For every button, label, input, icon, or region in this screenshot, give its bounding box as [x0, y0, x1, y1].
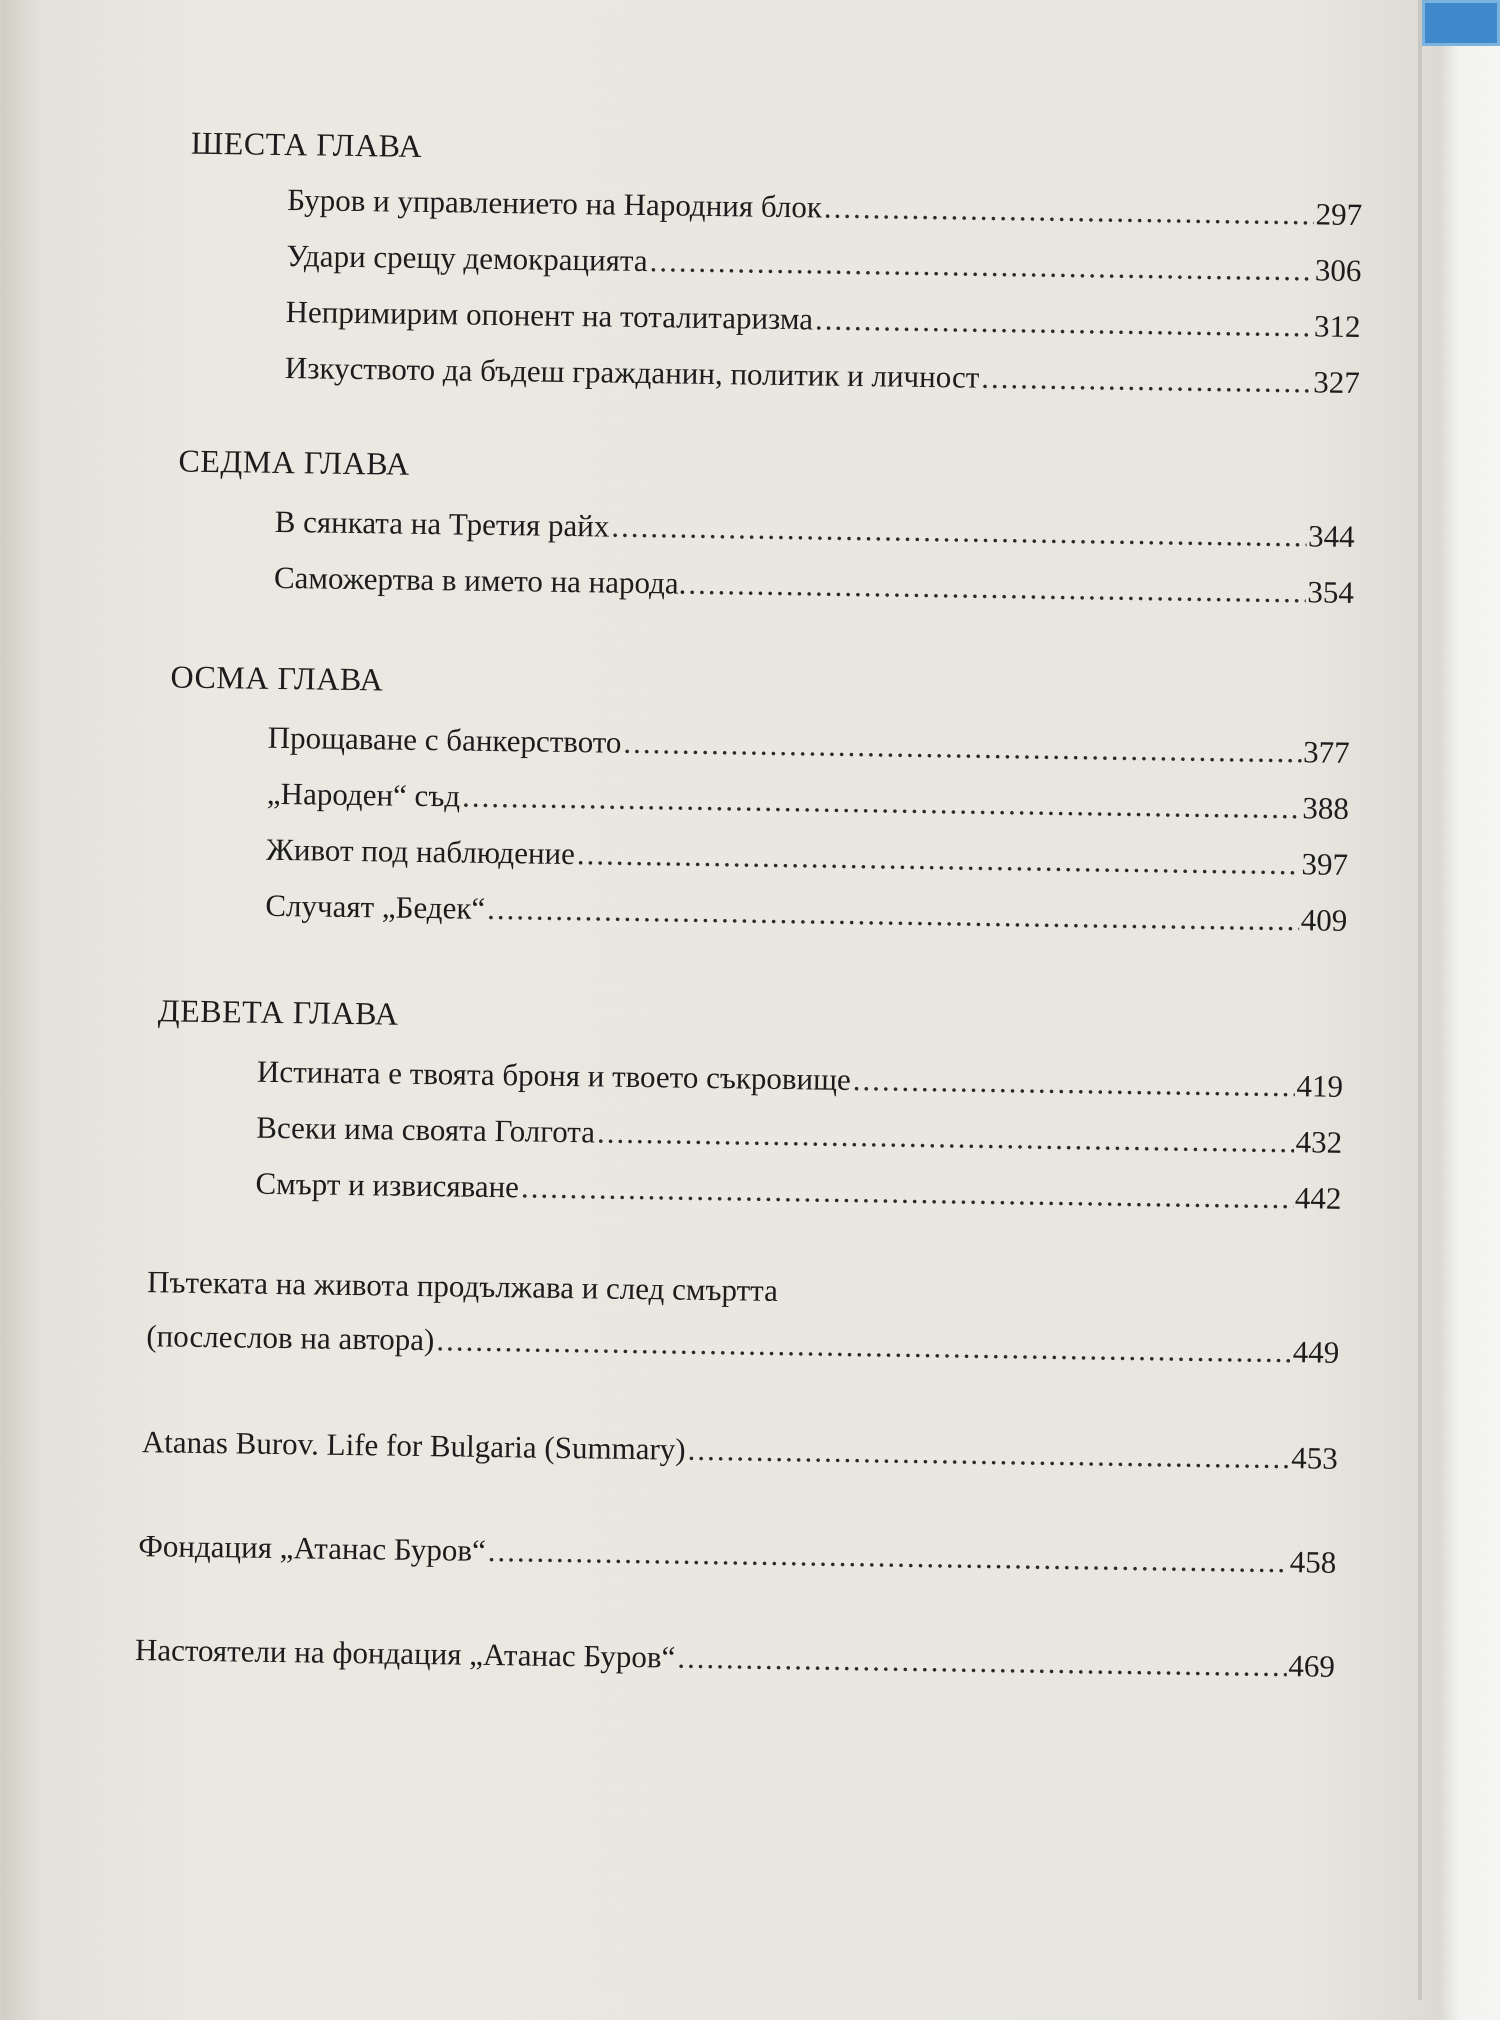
chapter-title: ШЕСТА ГЛАВА — [190, 124, 423, 164]
toc-entry — [267, 776, 1349, 827]
chapter-title: ДЕВЕТА ГЛАВА — [157, 992, 399, 1032]
leader-dots — [688, 566, 1305, 611]
entry-title: Истината е твоята броня и твоето съкровище — [256, 1053, 852, 1097]
entry-title: „Народен“ съд — [266, 775, 461, 814]
entry-page: 419 — [1296, 1068, 1344, 1104]
entry-page: 432 — [1295, 1124, 1343, 1160]
entry-title: Живот под наблюдение — [265, 831, 576, 872]
entry-title: Удари срещу демокрацията — [286, 238, 648, 279]
leader-dots — [815, 301, 1313, 344]
leader-dots — [488, 1533, 1289, 1580]
entry-page: 458 — [1289, 1544, 1337, 1580]
toc-entry — [142, 1424, 1338, 1477]
leader-dots — [687, 1432, 1289, 1476]
entry-page: 388 — [1302, 790, 1350, 826]
entry-title: (послеслов на автора) — [146, 1318, 435, 1358]
toc-entry — [274, 504, 1354, 555]
entry-page: 442 — [1294, 1180, 1342, 1216]
entry-title: Atanas Burov. Life for Bulgaria (Summary) — [141, 1424, 686, 1467]
entry-page: 449 — [1292, 1334, 1340, 1370]
entry-title: Саможертва в името на народа. — [273, 559, 687, 601]
entry-page: 297 — [1315, 196, 1363, 233]
entry-title: Фондация „Атанас Буров“ — [138, 1528, 487, 1568]
entry-page: 306 — [1314, 252, 1362, 289]
leader-dots — [521, 1169, 1293, 1216]
entry-page: 354 — [1307, 574, 1355, 610]
toc-entry — [287, 182, 1362, 233]
toc-entry — [265, 888, 1347, 939]
entry-page: 312 — [1313, 308, 1361, 345]
entry-page: 377 — [1302, 734, 1350, 770]
toc-entry — [138, 1528, 1336, 1581]
toc-entry — [267, 720, 1349, 771]
toc-entry — [135, 1632, 1335, 1685]
entry-title: Буров и управлението на Народния блок — [286, 182, 823, 225]
entry-title: Случаят „Бедек“ — [265, 887, 486, 926]
entry-title: Непримирим опонент на тоталитаризма — [285, 294, 814, 337]
entry-title: Прощаване с банкерството — [267, 719, 622, 760]
leader-dots — [824, 190, 1314, 233]
toc-entry — [146, 1318, 1339, 1371]
entry-page: 327 — [1313, 364, 1361, 401]
page-edge — [1418, 0, 1422, 2000]
toc-entry — [274, 560, 1354, 611]
leader-dots — [677, 1640, 1287, 1685]
leader-dots — [462, 779, 1301, 827]
entry-page: 409 — [1300, 902, 1348, 938]
entry-title: Смърт и извисяване — [255, 1165, 520, 1205]
entry-page: 453 — [1291, 1440, 1339, 1476]
chapter-title: ОСМА ГЛАВА — [170, 658, 384, 698]
toc-entry — [257, 1054, 1343, 1105]
leader-dots — [981, 360, 1311, 401]
toc-entry — [255, 1166, 1341, 1217]
leader-dots — [577, 836, 1300, 882]
entry-title: В сянката на Третия райх — [274, 503, 610, 544]
entry-page: 344 — [1307, 518, 1355, 554]
leader-dots — [436, 1322, 1291, 1370]
leader-dots — [487, 891, 1299, 938]
toc-entry — [285, 350, 1360, 401]
leader-dots — [623, 725, 1301, 770]
leader-dots — [853, 1062, 1295, 1104]
entry-page: 469 — [1288, 1648, 1336, 1684]
afterword-title: Пътеката на живота продължава и след смъртта — [146, 1264, 779, 1308]
entry-title: Изкуството да бъдеш гражданин, политик и личност — [284, 350, 980, 395]
leader-dots — [611, 509, 1306, 555]
chapter-title: СЕДМА ГЛАВА — [178, 442, 410, 482]
toc-entry — [266, 832, 1348, 883]
toc-entry — [285, 294, 1360, 345]
entry-page: 397 — [1301, 846, 1349, 882]
leader-dots — [649, 243, 1313, 288]
entry-title: Настоятели на фондация „Атанас Буров“ — [134, 1632, 676, 1675]
toc-entry — [286, 238, 1361, 289]
toc-entry — [256, 1110, 1342, 1161]
blue-bookmark — [1422, 0, 1500, 46]
entry-title: Всеки има своята Голгота — [256, 1109, 596, 1150]
leader-dots — [597, 1114, 1294, 1160]
